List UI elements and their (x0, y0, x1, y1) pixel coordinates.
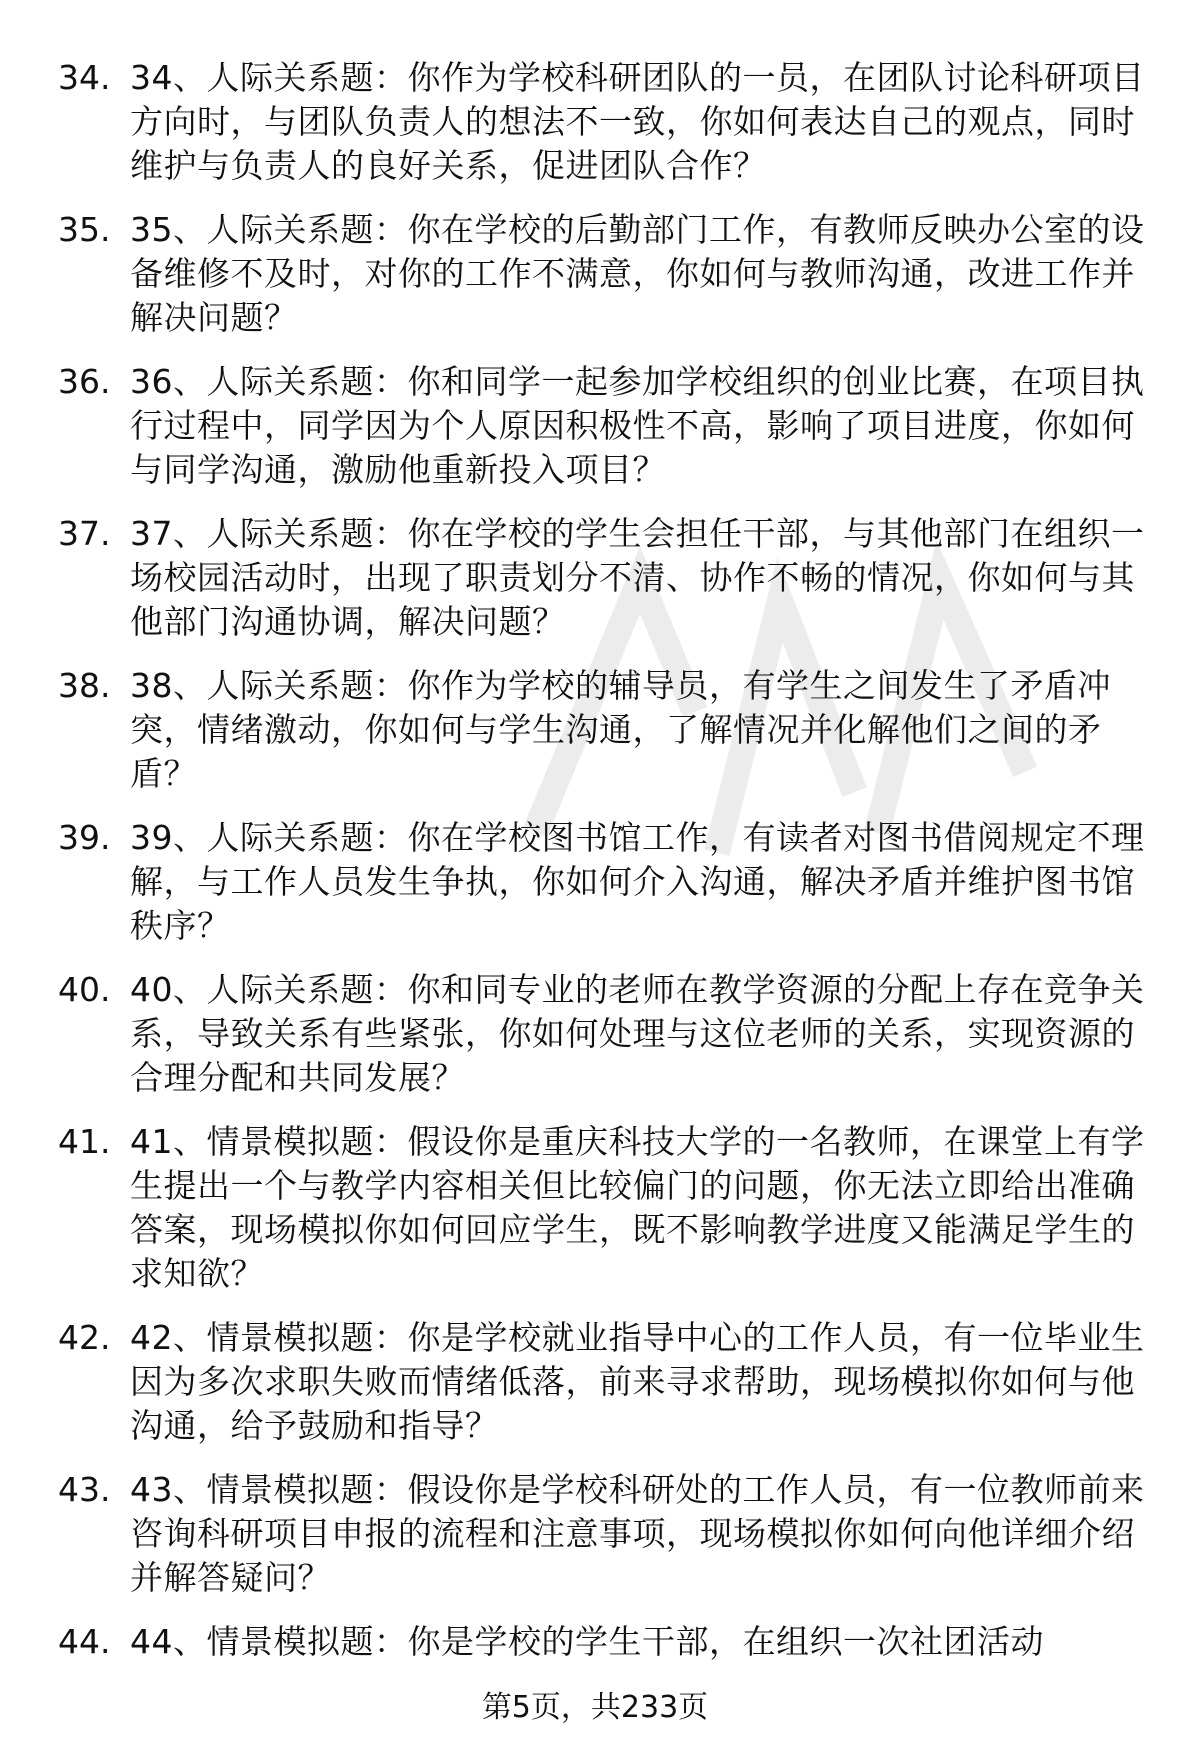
question-text: 43、情景模拟题：假设你是学校科研处的工作人员，有一位教师前来咨询科研项目申报的流程和注意事项，现场模拟你如何向他详细介绍并解答疑问？ (130, 1470, 1145, 1597)
question-number: 42. (58, 1318, 111, 1357)
question-number: 40. (58, 970, 111, 1009)
question-item-41 (58, 1120, 1148, 1296)
question-text: 37、人际关系题：你在学校的学生会担任干部，与其他部门在组织一场校园活动时，出现了职责划分不清、协作不畅的情况，你如何与其他部门沟通协调，解决问题？ (130, 514, 1145, 641)
question-item-42 (58, 1316, 1148, 1448)
question-number: 35. (58, 210, 111, 249)
question-list (58, 56, 1148, 1684)
question-text: 34、人际关系题：你作为学校科研团队的一员，在团队讨论科研项目方向时，与团队负责人的想法不一致，你如何表达自己的观点，同时维护与负责人的良好关系，促进团队合作？ (130, 58, 1145, 185)
page-footer: 第5页，共233页 (481, 1690, 709, 1725)
question-text: 39、人际关系题：你在学校图书馆工作，有读者对图书借阅规定不理解，与工作人员发生争执，你如何介入沟通，解决矛盾并维护图书馆秩序？ (130, 818, 1145, 945)
question-number: 44. (58, 1622, 111, 1661)
question-text: 35、人际关系题：你在学校的后勤部门工作，有教师反映办公室的设备维修不及时，对你的工作不满意，你如何与教师沟通，改进工作并解决问题？ (130, 210, 1145, 337)
question-text: 38、人际关系题：你作为学校的辅导员，有学生之间发生了矛盾冲突，情绪激动，你如何与学生沟通，了解情况并化解他们之间的矛盾？ (130, 666, 1111, 793)
question-item-44 (58, 1620, 1148, 1664)
question-text: 44、情景模拟题：你是学校的学生干部，在组织一次社团活动 (130, 1622, 1044, 1661)
question-item-36 (58, 360, 1148, 492)
question-item-34 (58, 56, 1148, 188)
question-item-38 (58, 664, 1148, 796)
question-number: 38. (58, 666, 111, 705)
question-item-37 (58, 512, 1148, 644)
question-number: 41. (58, 1122, 111, 1161)
question-item-35 (58, 208, 1148, 340)
question-text: 41、情景模拟题：假设你是重庆科技大学的一名教师，在课堂上有学生提出一个与教学内容相关但比较偏门的问题，你无法立即给出准确答案，现场模拟你如何回应学生，既不影响教学进度又能满足学生的求知欲？ (130, 1122, 1145, 1293)
question-text: 42、情景模拟题：你是学校就业指导中心的工作人员，有一位毕业生因为多次求职失败而情绪低落，前来寻求帮助，现场模拟你如何与他沟通，给予鼓励和指导？ (130, 1318, 1145, 1445)
question-item-40 (58, 968, 1148, 1100)
question-number: 39. (58, 818, 111, 857)
question-item-43 (58, 1468, 1148, 1600)
question-number: 43. (58, 1470, 111, 1509)
question-text: 36、人际关系题：你和同学一起参加学校组织的创业比赛，在项目执行过程中，同学因为个人原因积极性不高，影响了项目进度，你如何与同学沟通，激励他重新投入项目？ (130, 362, 1145, 489)
question-number: 36. (58, 362, 111, 401)
question-number: 34. (58, 58, 111, 97)
question-text: 40、人际关系题：你和同专业的老师在教学资源的分配上存在竞争关系，导致关系有些紧张，你如何处理与这位老师的关系，实现资源的合理分配和共同发展？ (130, 970, 1145, 1097)
question-item-39 (58, 816, 1148, 948)
question-number: 37. (58, 514, 111, 553)
